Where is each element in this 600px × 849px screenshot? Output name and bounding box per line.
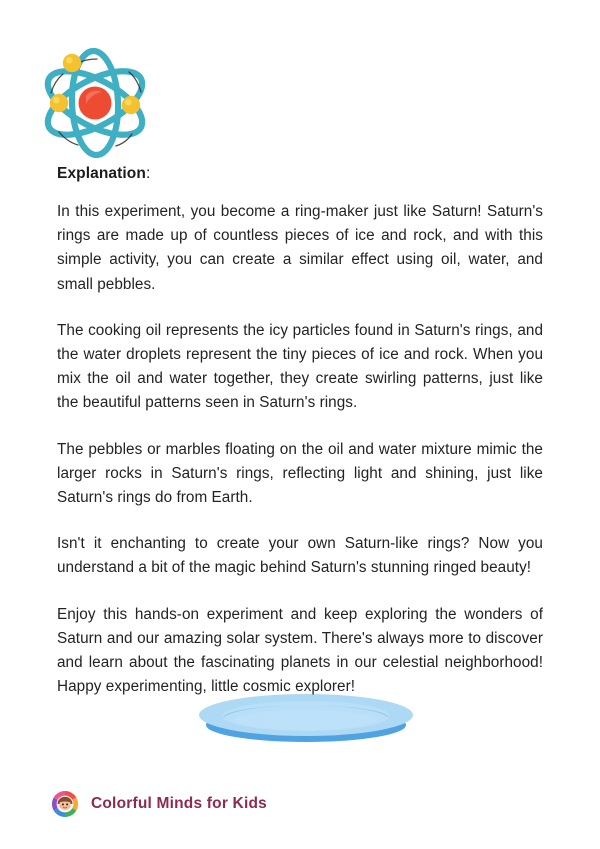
atom-icon (33, 46, 157, 160)
page-title (57, 165, 150, 183)
explanation-body (57, 200, 543, 699)
paragraph: Enjoy this hands-on experiment and keep exploring the wonders of Saturn and our amazing solar system. There's always more to discover and learn about the fascinating planets in our celestial neighborhood! Happy experimenting, little cosmic explorer! (57, 605, 543, 696)
page-title-colon: : (145, 165, 151, 182)
paragraph: Isn't it enchanting to create your own Saturn-like rings? Now you understand a bit of the magic behind Saturn's stunning ringed beauty! (57, 535, 543, 577)
page-title-text: Explanation (57, 165, 146, 182)
paragraph: The cooking oil represents the icy particles found in Saturn's rings, and the water droplets represent the tiny pieces of ice and rock. When you mix the oil and water together, they create swirling patterns, just like the beautiful patterns seen in Saturn's rings. (57, 321, 543, 412)
brand-name: Colorful Minds for Kids (91, 795, 267, 812)
paragraph: The pebbles or marbles floating on the oil and water mixture mimic the larger rocks in Saturn's rings, reflecting light and shining, just like Saturn's rings do from Earth. (57, 440, 543, 507)
colorful-minds-logo-icon (50, 789, 80, 819)
footer-branding (50, 789, 267, 819)
blue-plate-illustration (199, 692, 413, 744)
paragraph: In this experiment, you become a ring-maker just like Saturn! Saturn's rings are made up of countless pieces of ice and rock, and with this simple activity, you can create a similar effect using oil, water, and small pebbles. (57, 203, 543, 293)
